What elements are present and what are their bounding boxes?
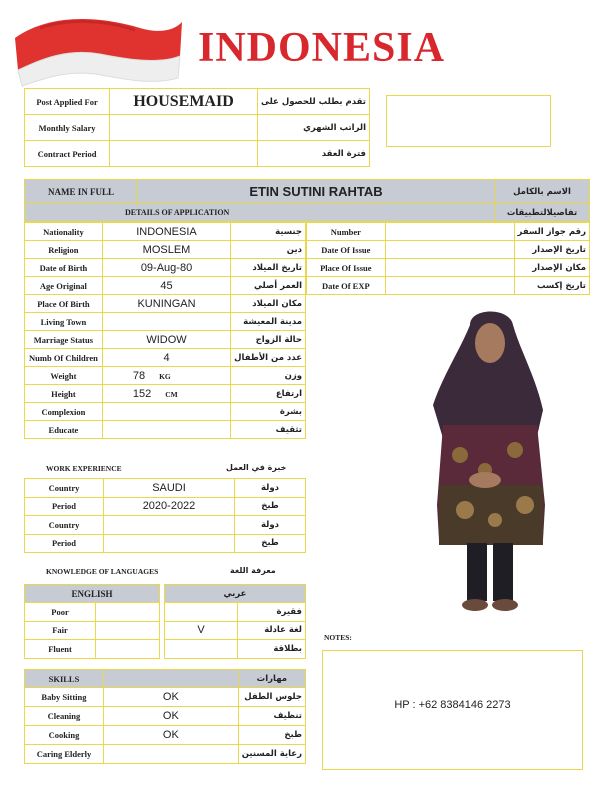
skill-value: [103, 745, 238, 764]
skills-table: [24, 669, 306, 764]
field-value: [102, 385, 230, 403]
value-text: 09-Aug-80: [140, 261, 193, 274]
value-text: KUNINGAN: [137, 297, 196, 310]
field-label: Period: [25, 534, 104, 553]
field-label: Country: [25, 479, 104, 498]
passport-row: [307, 277, 590, 295]
contract-label: Contract Period: [25, 141, 110, 167]
field-value: [102, 259, 230, 277]
passport-row: [307, 259, 590, 277]
name-table: [24, 179, 590, 222]
field-value: [385, 241, 514, 259]
level-label-ar: بطلاقة: [238, 640, 306, 659]
level-label-ar: فقيرة: [238, 603, 306, 622]
field-label: Numb Of Children: [25, 349, 103, 367]
level-label: Fluent: [25, 640, 96, 659]
arabic-row: [165, 640, 306, 659]
post-value: HOUSEMAID: [110, 89, 258, 115]
field-label: Place Of Issue: [307, 259, 386, 277]
applicant-photo: [425, 305, 555, 617]
name-value: ETIN SUTINI RAHTAB: [138, 180, 495, 204]
salary-value: [110, 115, 258, 141]
notes-label: NOTES:: [324, 633, 352, 642]
field-label: Period: [25, 497, 104, 516]
personal-row: [25, 259, 306, 277]
personal-row: [25, 367, 306, 385]
contract-ar: فترة العقد: [257, 141, 369, 167]
personal-row: [25, 403, 306, 421]
skill-label-ar: رعاية المسنين: [238, 745, 305, 764]
field-label: Weight: [25, 367, 103, 385]
field-value: [102, 331, 230, 349]
field-label: Age Original: [25, 277, 103, 295]
value-text: 78: [132, 369, 146, 382]
english-level-value: [96, 640, 160, 659]
level-label: Fair: [25, 621, 96, 640]
name-ar: الاسم بالكامل: [495, 180, 590, 204]
arabic-row: [165, 603, 306, 622]
field-value: [104, 516, 235, 535]
notes-box: [322, 650, 583, 770]
field-value: SAUDI: [104, 479, 235, 498]
english-header: ENGLISH: [25, 585, 160, 603]
skill-label: Baby Sitting: [25, 688, 104, 707]
field-label-ar: تاريخ إكسب: [514, 277, 589, 295]
skill-row: [25, 688, 306, 707]
field-value: [385, 259, 514, 277]
field-label: Country: [25, 516, 104, 535]
stamp-box: [386, 95, 551, 147]
value-text: 45: [160, 279, 173, 292]
field-label-ar: ارتفاع: [231, 385, 306, 403]
field-value: [385, 223, 514, 241]
details-label: DETAILS OF APPLICATION: [25, 204, 495, 222]
work-row: [25, 479, 306, 498]
level-label-ar: لغة عادلة: [238, 621, 306, 640]
skill-label: Caring Elderly: [25, 745, 104, 764]
field-label: Date Of EXP: [307, 277, 386, 295]
details-ar: تفاصيلالتطبيقات: [495, 204, 590, 222]
work-row: [25, 497, 306, 516]
personal-details-table: [24, 222, 306, 439]
skill-value: OK: [103, 688, 238, 707]
field-label: Number: [307, 223, 386, 241]
work-row: [25, 534, 306, 553]
field-label-ar: تاريخ الإصدار: [514, 241, 589, 259]
field-label: Date of Birth: [25, 259, 103, 277]
value-text: MOSLEM: [142, 243, 191, 256]
name-label: NAME IN FULL: [25, 180, 138, 204]
job-info-table: [24, 88, 370, 167]
value-text: INDONESIA: [136, 225, 197, 238]
field-label: Marriage Status: [25, 331, 103, 349]
value-text: 4: [163, 351, 170, 364]
arabic-row: [165, 621, 306, 640]
skill-label-ar: طبخ: [238, 726, 305, 745]
arabic-level-value: [165, 640, 238, 659]
field-label: Educate: [25, 421, 103, 439]
field-label-ar: عدد من الأطفال: [231, 349, 306, 367]
field-value: [102, 277, 230, 295]
work-title: WORK EXPERIENCE: [46, 464, 122, 473]
field-label-ar: دولة: [235, 479, 306, 498]
skill-label: Cooking: [25, 726, 104, 745]
skills-header-ar: مهارات: [238, 670, 305, 688]
field-label-ar: تثقيف: [231, 421, 306, 439]
english-level-value: [96, 621, 160, 640]
field-value: [102, 367, 230, 385]
skill-row: [25, 726, 306, 745]
skill-label-ar: جلوس الطفل: [238, 688, 305, 707]
arabic-header: عربي: [165, 585, 306, 603]
field-label-ar: مدينة المعيشة: [231, 313, 306, 331]
unit-text: KG: [159, 371, 171, 381]
skill-row: [25, 745, 306, 764]
languages-title-ar: معرفة اللغة: [230, 566, 276, 575]
field-label-ar: تاريخ الميلاد: [231, 259, 306, 277]
field-label-ar: رقم جواز السفر: [514, 223, 589, 241]
field-value: [102, 241, 230, 259]
skill-label-ar: تنظيف: [238, 707, 305, 726]
field-label: Complexion: [25, 403, 103, 421]
english-row: [25, 621, 160, 640]
english-row: [25, 640, 160, 659]
personal-row: [25, 421, 306, 439]
work-row: [25, 516, 306, 535]
field-value: 2020-2022: [104, 497, 235, 516]
field-label-ar: دولة: [235, 516, 306, 535]
indonesia-flag-icon: [10, 8, 185, 88]
field-label-ar: وزن: [231, 367, 306, 385]
skill-value: OK: [103, 726, 238, 745]
field-label: Nationality: [25, 223, 103, 241]
personal-row: [25, 295, 306, 313]
field-label: Living Town: [25, 313, 103, 331]
page-title: INDONESIA: [198, 25, 446, 71]
value-text: 152: [132, 387, 152, 400]
field-value: [385, 277, 514, 295]
personal-row: [25, 277, 306, 295]
field-value: [102, 403, 230, 421]
field-label-ar: بشرة: [231, 403, 306, 421]
field-label-ar: حالة الزواج: [231, 331, 306, 349]
field-label-ar: جنسية: [231, 223, 306, 241]
field-label-ar: العمر أصلي: [231, 277, 306, 295]
personal-row: [25, 241, 306, 259]
phone-number: HP : +62 8384146 2273: [394, 699, 511, 711]
post-label: Post Applied For: [25, 89, 110, 115]
field-value: [102, 223, 230, 241]
passport-row: [307, 241, 590, 259]
field-value: [102, 349, 230, 367]
personal-row: [25, 385, 306, 403]
field-label-ar: طبخ: [235, 534, 306, 553]
field-value: [102, 295, 230, 313]
salary-label: Monthly Salary: [25, 115, 110, 141]
post-ar: تقدم بطلب للحصول على: [257, 89, 369, 115]
unit-text: CM: [165, 389, 178, 399]
skill-value: OK: [103, 707, 238, 726]
arabic-level-value: [165, 603, 238, 622]
contract-value: [110, 141, 258, 167]
field-value: [102, 313, 230, 331]
field-label: Place Of Birth: [25, 295, 103, 313]
field-label-ar: طبخ: [235, 497, 306, 516]
personal-row: [25, 331, 306, 349]
value-text: WIDOW: [146, 333, 187, 346]
field-value: [104, 534, 235, 553]
personal-row: [25, 313, 306, 331]
field-label: Religion: [25, 241, 103, 259]
skill-label: Cleaning: [25, 707, 104, 726]
passport-row: [307, 223, 590, 241]
personal-row: [25, 223, 306, 241]
languages-title: KNOWLEDGE OF LANGUAGES: [46, 567, 159, 576]
skills-header: SKILLS: [25, 670, 104, 688]
skill-row: [25, 707, 306, 726]
english-row: [25, 603, 160, 622]
personal-row: [25, 349, 306, 367]
arabic-table: [164, 584, 306, 659]
english-level-value: [96, 603, 160, 622]
field-label-ar: دين: [231, 241, 306, 259]
field-label: Height: [25, 385, 103, 403]
salary-ar: الراتب الشهري: [257, 115, 369, 141]
arabic-level-value: V: [165, 621, 238, 640]
passport-details-table: [306, 222, 590, 295]
english-table: [24, 584, 160, 659]
field-label-ar: مكان الميلاد: [231, 295, 306, 313]
level-label: Poor: [25, 603, 96, 622]
work-table: [24, 478, 306, 553]
work-title-ar: خبرة في العمل: [226, 463, 287, 472]
field-value: [102, 421, 230, 439]
field-label: Date Of Issue: [307, 241, 386, 259]
field-label-ar: مكان الإصدار: [514, 259, 589, 277]
